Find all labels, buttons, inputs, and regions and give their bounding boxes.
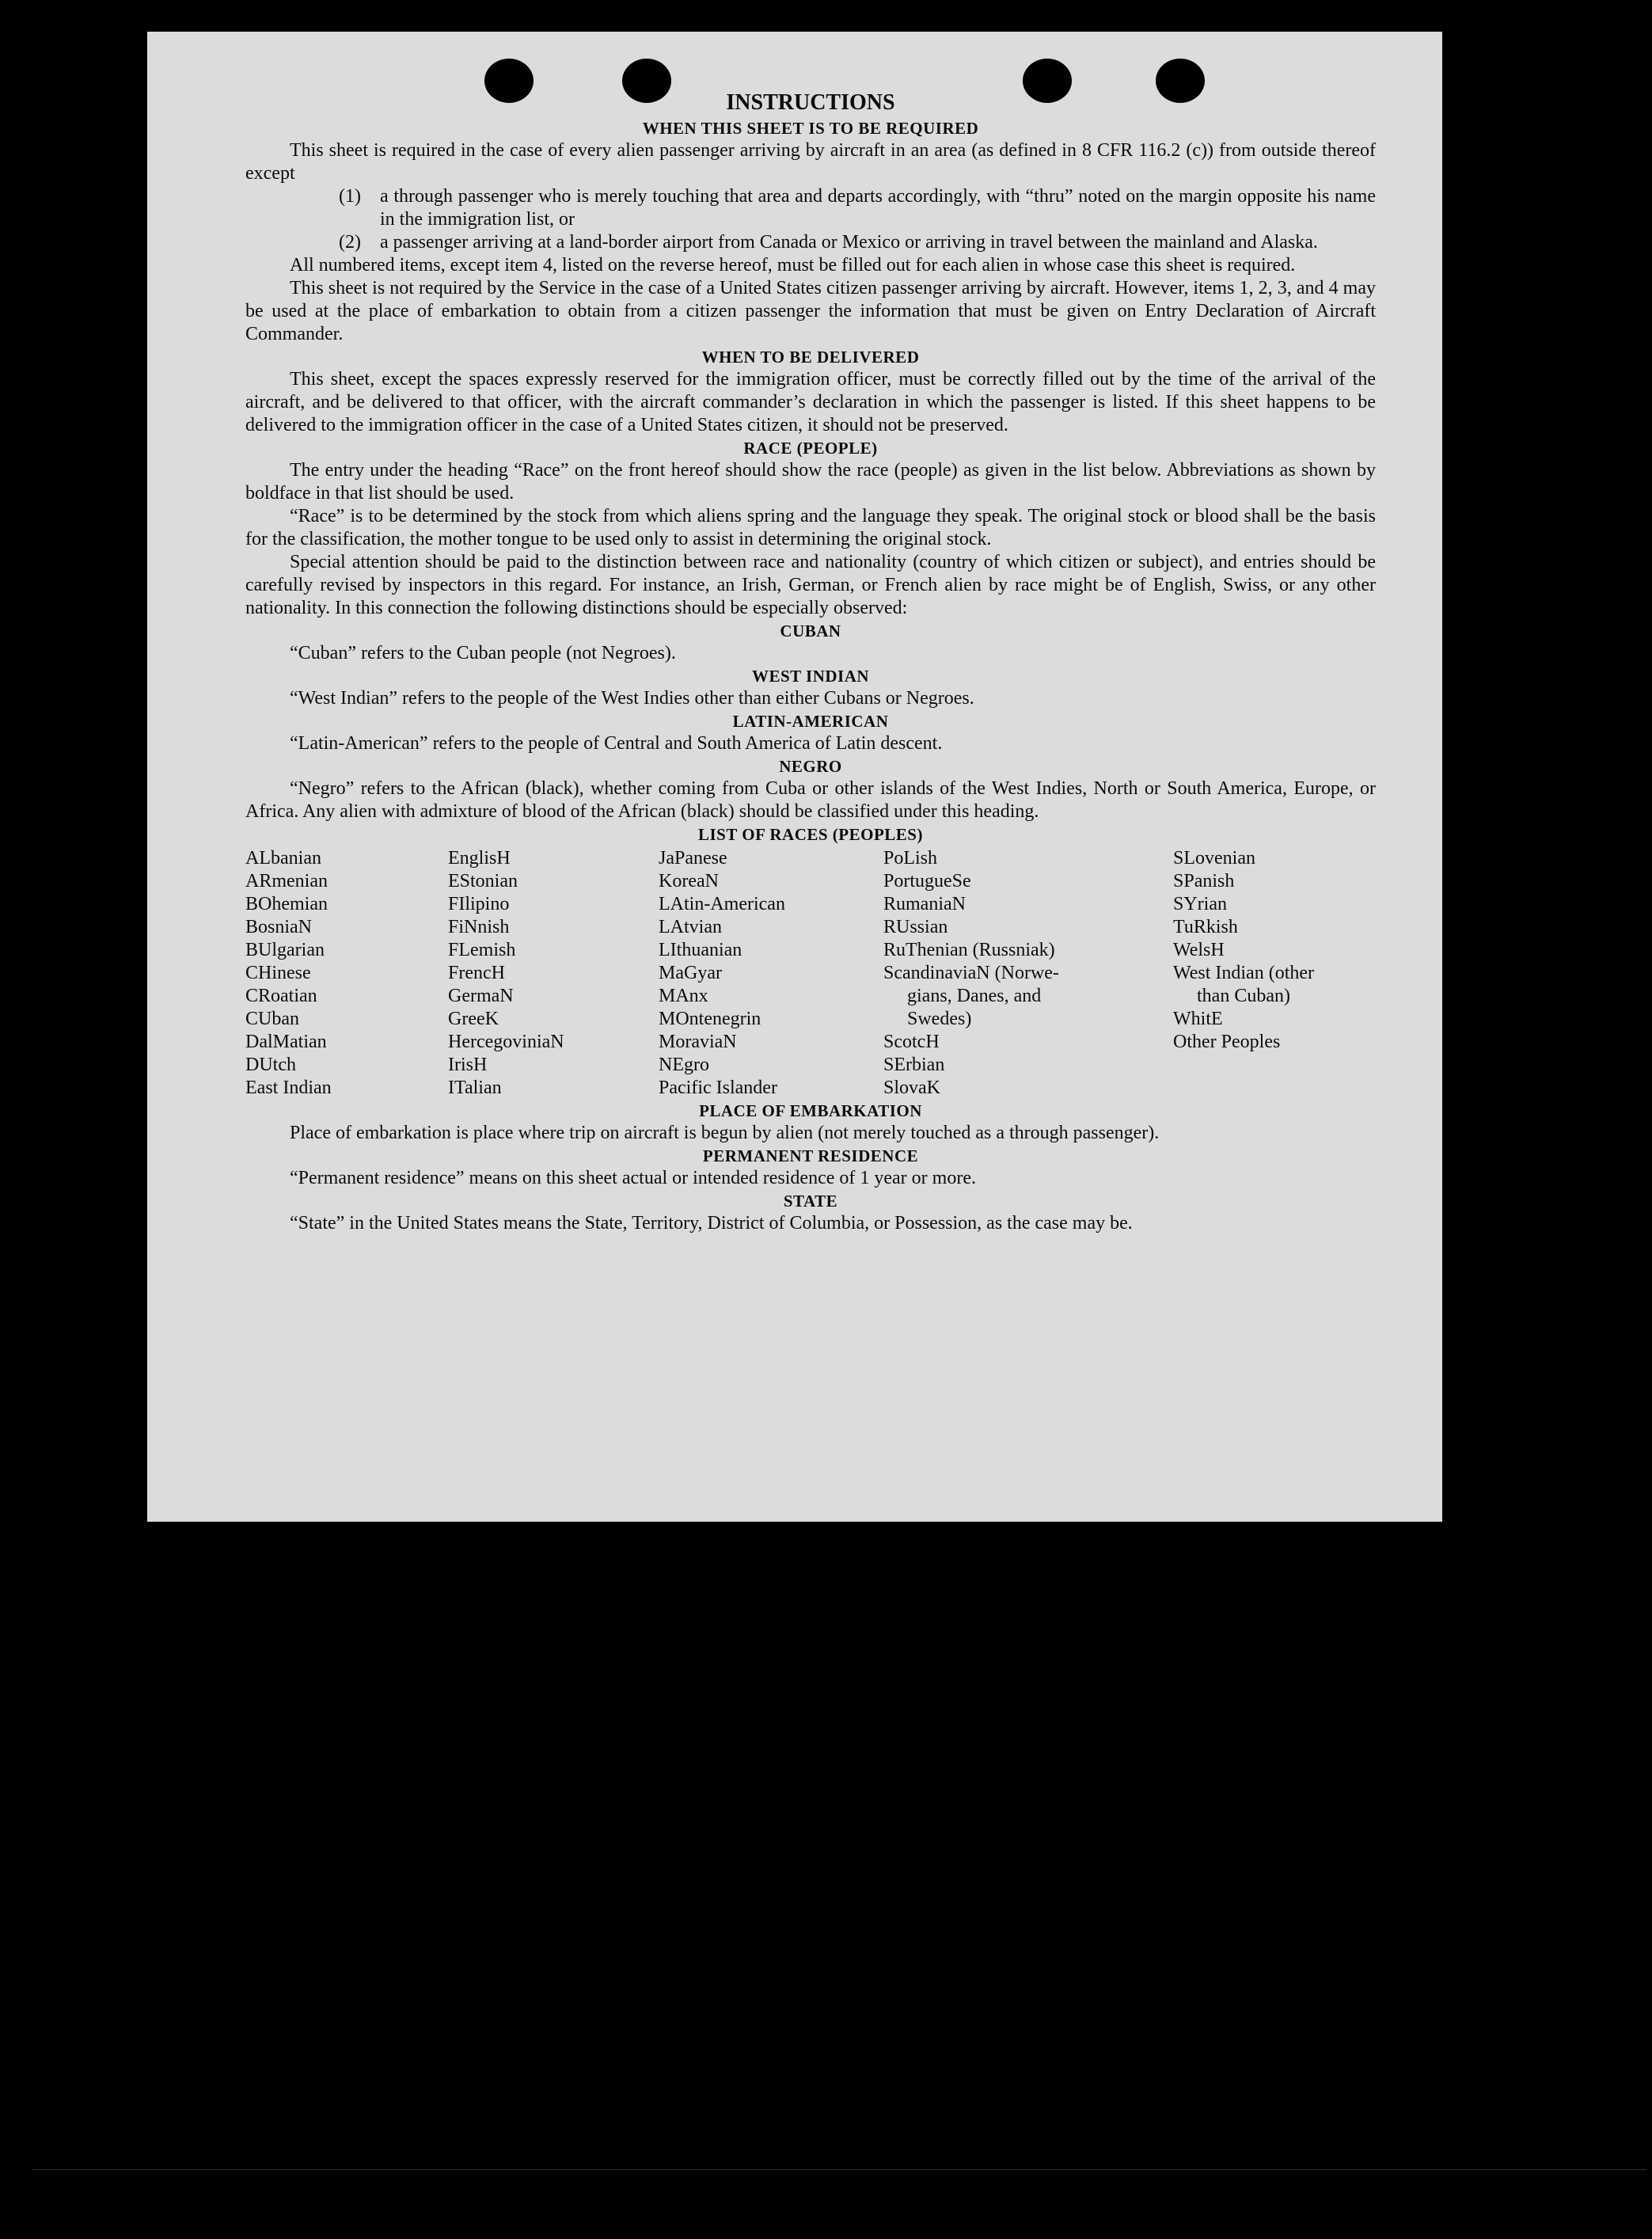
latin-american-text: “Latin-American” refers to the people of Central and South America of Latin descent. bbox=[290, 733, 943, 754]
race-entry: NEgro bbox=[659, 1055, 709, 1075]
race-entry: DUtch bbox=[245, 1055, 296, 1075]
race-entry: FLemish bbox=[448, 940, 516, 960]
race-entry: IrisH bbox=[448, 1055, 488, 1075]
race-entry: West Indian (other bbox=[1173, 963, 1315, 983]
race-paragraph-2: “Race” is to be determined by the stock from which aliens spring and the language they speak. The original stock or blood shall be the basis for the classification, the mother tongue to be used only to assist in determining the original stock. bbox=[245, 506, 1376, 549]
race-entry: LIthuanian bbox=[659, 940, 742, 960]
document-sheet bbox=[147, 32, 1442, 1522]
race-entry: CUban bbox=[245, 1009, 299, 1029]
race-entry: LAtin-American bbox=[659, 894, 785, 914]
race-entry: MAnx bbox=[659, 986, 708, 1006]
instructions-content bbox=[245, 89, 1376, 1235]
when-delivered-text: This sheet, except the spaces expressly reserved for the immigration officer, must be correctly filled out by the time of the arrival of the aircraft, and be delivered to that officer, with the aircraft commander’s declaration in which the passenger is listed. If this sheet happens to be delivered to the immigration officer in the case of a United States citizen, it should not be preserved. bbox=[245, 369, 1376, 435]
race-entry: ScandinaviaN (Norwe- bbox=[883, 963, 1059, 983]
race-entry: SlovaK bbox=[883, 1078, 940, 1098]
west-indian-heading: WEST INDIAN bbox=[751, 667, 870, 686]
residence-text: “Permanent residence” means on this sheet actual or intended residence of 1 year or more. bbox=[290, 1168, 976, 1188]
race-entry: SPanish bbox=[1173, 871, 1235, 891]
race-entry: TuRkish bbox=[1173, 917, 1238, 937]
race-entry: East Indian bbox=[245, 1078, 332, 1098]
race-entry: KoreaN bbox=[659, 871, 719, 891]
race-entry: RuThenian (Russniak) bbox=[883, 940, 1055, 960]
cuban-text: “Cuban” refers to the Cuban people (not Negroes). bbox=[290, 643, 676, 663]
race-column-1 bbox=[245, 847, 448, 1100]
race-entry: MoraviaN bbox=[659, 1032, 737, 1052]
race-entry: FiNnish bbox=[448, 917, 510, 937]
race-entry: BUlgarian bbox=[245, 940, 325, 960]
race-list-heading: LIST OF RACES (PEOPLES) bbox=[698, 825, 923, 844]
exception-item-1 bbox=[339, 185, 1376, 231]
exception-item-2 bbox=[339, 231, 1376, 254]
item-number: (2) bbox=[339, 232, 361, 253]
race-column-3 bbox=[659, 847, 883, 1100]
race-entry: RUssian bbox=[883, 917, 948, 937]
item-text: a passenger arriving at a land-border airport from Canada or Mexico or arriving in travel between the mainland and Alaska. bbox=[380, 232, 1318, 253]
race-entry: WelsH bbox=[1173, 940, 1225, 960]
race-paragraph-1: The entry under the heading “Race” on the front hereof should show the race (people) as given in the list below. Abbreviations as shown by boldface in that list should be used. bbox=[245, 460, 1376, 504]
race-entry: EnglisH bbox=[448, 848, 511, 869]
race-entry: GermaN bbox=[448, 986, 514, 1006]
race-entry: GreeK bbox=[448, 1009, 499, 1029]
race-entry: FrencH bbox=[448, 963, 505, 983]
race-entry: ARmenian bbox=[245, 871, 328, 891]
race-column-2 bbox=[448, 847, 659, 1100]
race-entry: LAtvian bbox=[659, 917, 722, 937]
state-heading: STATE bbox=[783, 1192, 838, 1211]
scan-edge-line bbox=[32, 2169, 1646, 2170]
cuban-heading: CUBAN bbox=[780, 622, 841, 641]
embarkation-text: Place of embarkation is place where trip on aircraft is begun by alien (not merely touched as a through passenger). bbox=[290, 1123, 1160, 1143]
race-entry: WhitE bbox=[1173, 1009, 1223, 1029]
race-entry: HercegoviniaN bbox=[448, 1032, 564, 1052]
when-required-heading: WHEN THIS SHEET IS TO BE REQUIRED bbox=[642, 119, 979, 138]
race-entry: Pacific Islander bbox=[659, 1078, 777, 1098]
race-entry: ScotcH bbox=[883, 1032, 940, 1052]
race-entry: than Cuban) bbox=[1197, 986, 1290, 1006]
race-entry: JaPanese bbox=[659, 848, 727, 869]
race-entry: MOntenegrin bbox=[659, 1009, 761, 1029]
west-indian-text: “West Indian” refers to the people of the West Indies other than either Cubans or Negroes. bbox=[290, 688, 974, 709]
race-entry: BosniaN bbox=[245, 917, 312, 937]
race-entry: ITalian bbox=[448, 1078, 502, 1098]
race-entry: FIlipino bbox=[448, 894, 510, 914]
race-entry: BOhemian bbox=[245, 894, 328, 914]
negro-heading: NEGRO bbox=[779, 757, 842, 776]
race-entry: CHinese bbox=[245, 963, 311, 983]
race-entry: gians, Danes, and bbox=[907, 986, 1042, 1006]
race-entry: SErbian bbox=[883, 1055, 945, 1075]
item-text: a through passenger who is merely touching that area and departs accordingly, with “thru” noted on the margin opposite his name in the immigration list, or bbox=[380, 186, 1376, 230]
race-heading: RACE (PEOPLE) bbox=[743, 439, 878, 458]
race-entry: PoLish bbox=[883, 848, 938, 869]
race-entry: EStonian bbox=[448, 871, 518, 891]
negro-text: “Negro” refers to the African (black), whether coming from Cuba or other islands of the West Indies, North or South America, Europe, or Africa. Any alien with admixture of blood of the African (black) should be classified under this heading. bbox=[245, 778, 1376, 822]
race-entry: SYrian bbox=[1173, 894, 1227, 914]
residence-heading: PERMANENT RESIDENCE bbox=[702, 1146, 919, 1165]
page-title: INSTRUCTIONS bbox=[726, 90, 895, 115]
when-required-intro: This sheet is required in the case of every alien passenger arriving by aircraft in an area (as defined in 8 CFR 116.2 (c)) from outside thereof except bbox=[245, 140, 1376, 184]
race-paragraph-3: Special attention should be paid to the distinction between race and nationality (country of which citizen or subject), and entries should be carefully revised by inspectors in this regard. For instance, an Irish, German, or French alien by race might be of English, Swiss, or any other nationality. In this connection the following distinctions should be especially observed: bbox=[245, 552, 1376, 618]
race-entry: MaGyar bbox=[659, 963, 722, 983]
race-entry: SLovenian bbox=[1173, 848, 1255, 869]
race-entry: RumaniaN bbox=[883, 894, 966, 914]
race-column-4 bbox=[883, 847, 1173, 1100]
race-entry: ALbanian bbox=[245, 848, 321, 869]
race-entry: CRoatian bbox=[245, 986, 317, 1006]
race-list bbox=[245, 847, 1376, 1100]
race-entry: Swedes) bbox=[907, 1009, 972, 1029]
item-number: (1) bbox=[339, 186, 361, 207]
latin-american-heading: LATIN-AMERICAN bbox=[732, 712, 889, 731]
race-entry: DalMatian bbox=[245, 1032, 327, 1052]
citizen-paragraph: This sheet is not required by the Service in the case of a United States citizen passenger arriving by aircraft. However, items 1, 2, 3, and 4 may be used at the place of embarkation to obtain from a citizen passenger the information that must be given on Entry Declaration of Aircraft Commander. bbox=[245, 278, 1376, 344]
state-text: “State” in the United States means the State, Territory, District of Columbia, or Possession, as the case may be. bbox=[290, 1213, 1133, 1234]
numbered-items-paragraph: All numbered items, except item 4, listed on the reverse hereof, must be filled out for each alien in whose case this sheet is required. bbox=[290, 255, 1296, 276]
when-delivered-heading: WHEN TO BE DELIVERED bbox=[701, 348, 920, 367]
embarkation-heading: PLACE OF EMBARKATION bbox=[699, 1101, 922, 1120]
race-entry: Other Peoples bbox=[1173, 1032, 1281, 1052]
race-column-5 bbox=[1173, 847, 1376, 1100]
race-entry: PortugueSe bbox=[883, 871, 971, 891]
